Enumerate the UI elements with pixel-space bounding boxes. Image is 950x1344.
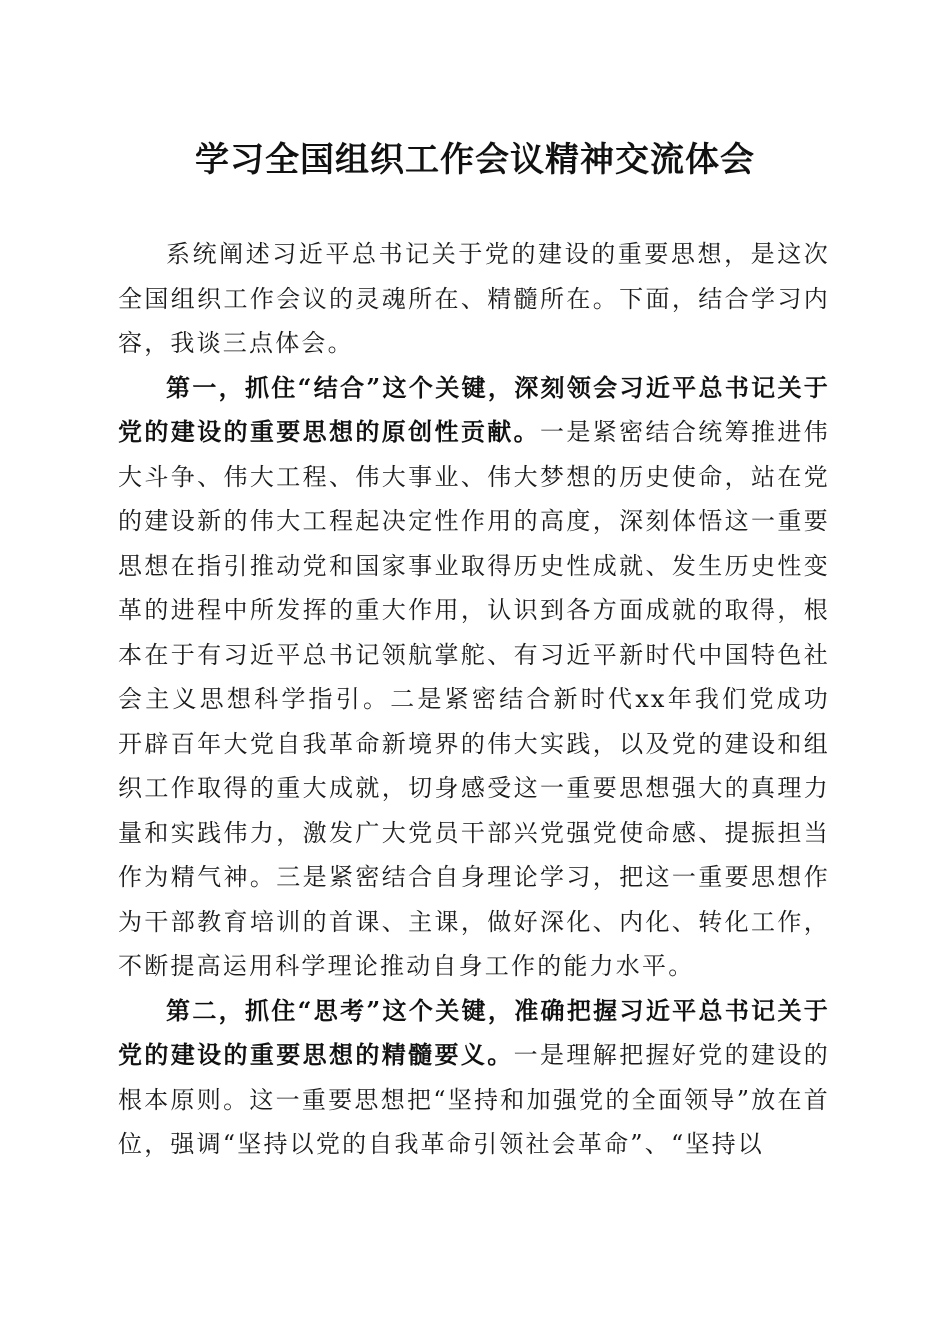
document-title: 学习全国组织工作会议精神交流体会 bbox=[195, 140, 755, 180]
paragraph-lead: 第一，抓住“结合”这个关键，深刻领会习近平总书记关于党的建设的重要思想的原创性贡献。 bbox=[118, 372, 830, 446]
paragraph-intro bbox=[118, 232, 830, 366]
paragraph-text: 一是紧密结合统筹推进伟大斗争、伟大工程、伟大事业、伟大梦想的历史使命，站在党的建设新的伟大工程起决定性作用的高度，深刻体悟这一重要思想在指引推动党和国家事业取得历史性成就、发生历史性变革的进程中所发挥的重大作用，认识到各方面成就的取得，根本在于有习近平总书记领航掌舵、有习近平新时代中国特色社会主义思想科学指引。二是紧密结合新时代xx年我们党成功开辟百年大党自我革命新境界的伟大实践，以及党的建设和组织工作取得的重大成就，切身感受这一重要思想强大的真理力量和实践伟力，激发广大党员干部兴党强党使命感、提振担当作为精气神。三是紧密结合自身理论学习，把这一重要思想作为干部教育培训的首课、主课，做好深化、内化、转化工作，不断提高运用科学理论推动自身工作的能力水平。 bbox=[118, 418, 830, 980]
paragraph-point-one bbox=[118, 366, 830, 989]
document-body bbox=[118, 232, 830, 1167]
paragraph-text: 一是理解把握好党的建设的根本原则。这一重要思想把“坚持和加强党的全面领导”放在首位，强调“坚持以党的自我革命引领社会革命”、“坚持以 bbox=[118, 1041, 830, 1158]
paragraph-lead: 第二，抓住“思考”这个关键，准确把握习近平总书记关于党的建设的重要思想的精髓要义。 bbox=[118, 995, 830, 1069]
paragraph-text: 系统阐述习近平总书记关于党的建设的重要思想，是这次全国组织工作会议的灵魂所在、精髓所在。下面，结合学习内容，我谈三点体会。 bbox=[118, 240, 830, 357]
paragraph-point-two bbox=[118, 989, 830, 1167]
